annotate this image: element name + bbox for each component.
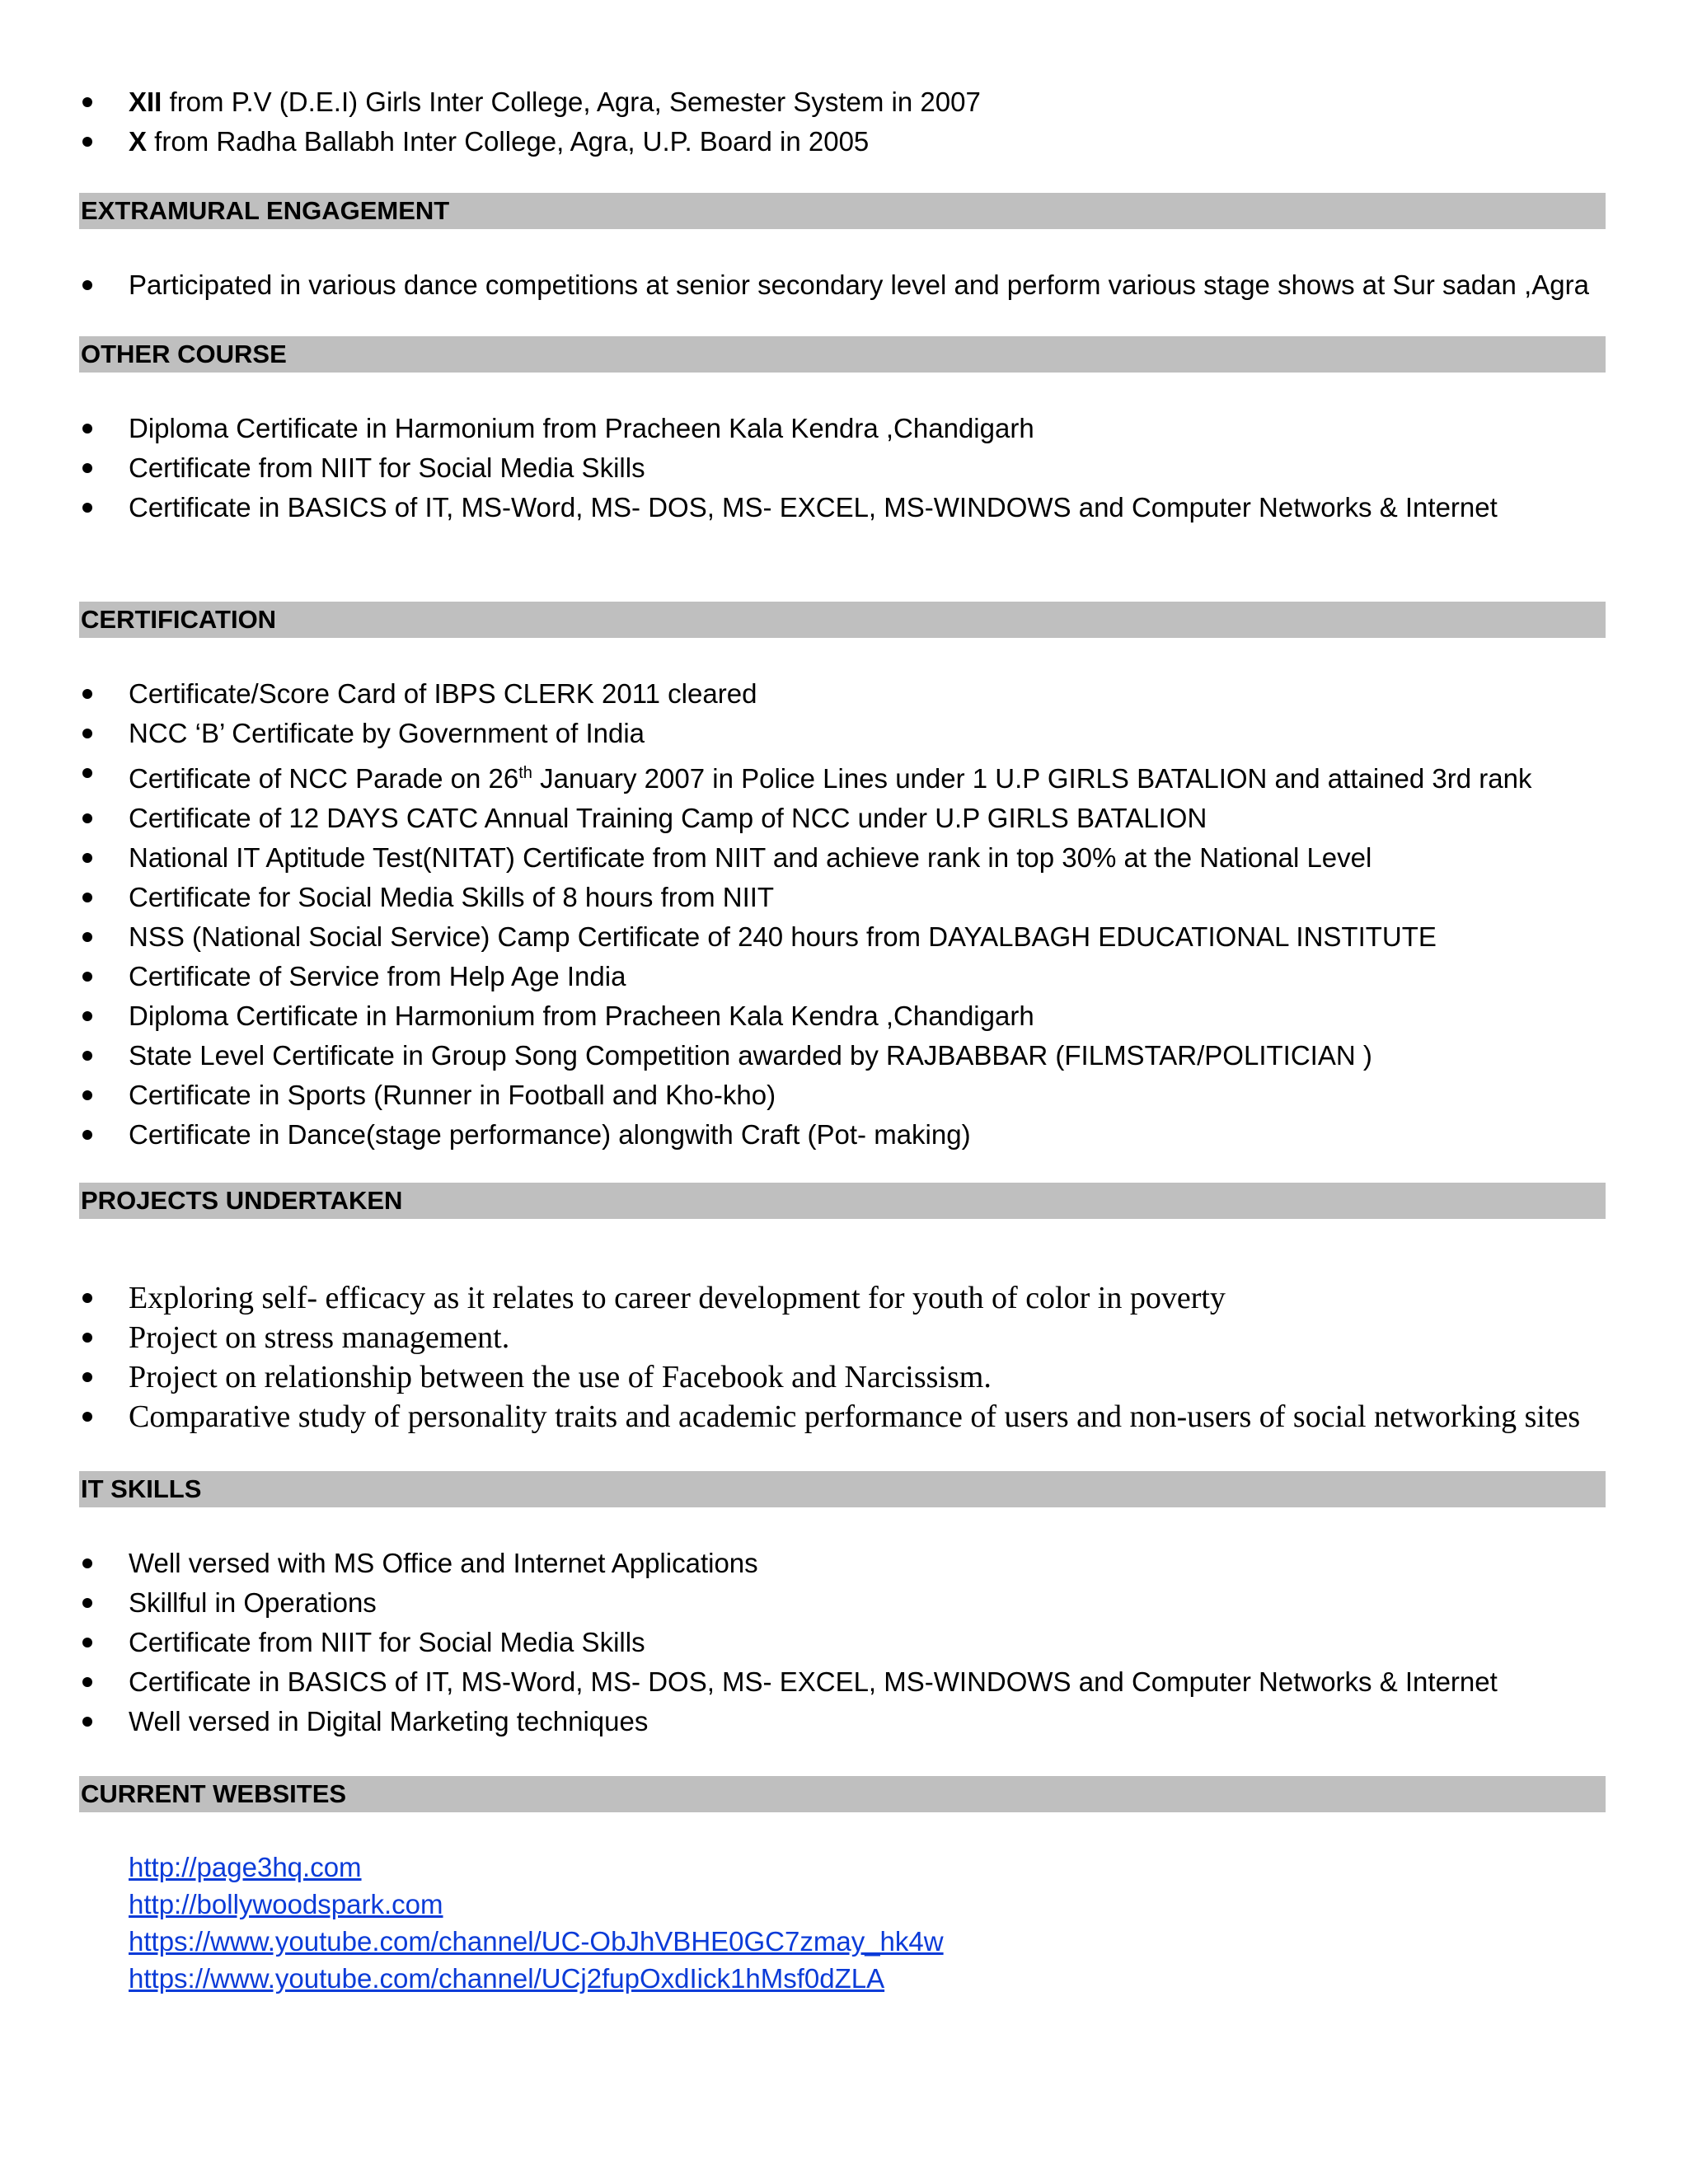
list-item: Diploma Certificate in Harmonium from Pracheen Kala Kendra ,Chandigarh: [79, 996, 1606, 1036]
list-item: NCC ‘B’ Certificate by Government of India: [79, 714, 1606, 753]
list-item: Exploring self- efficacy as it relates to career development for youth of color in poverty: [79, 1278, 1606, 1318]
other-course-list: [79, 409, 1606, 527]
websites-list: [79, 1849, 1606, 1997]
list-item: Certificate from NIIT for Social Media Skills: [79, 1623, 1606, 1662]
list-item: [79, 122, 1606, 162]
section-header-extramural: EXTRAMURAL ENGAGEMENT: [79, 193, 1606, 229]
list-item: Skillful in Operations: [79, 1583, 1606, 1623]
education-detail: from Radha Ballabh Inter College, Agra, U.P. Board in 2005: [147, 126, 870, 157]
list-item: National IT Aptitude Test(NITAT) Certificate from NIIT and achieve rank in top 30% at the National Level: [79, 838, 1606, 878]
list-item: Project on relationship between the use of Facebook and Narcissism.: [79, 1357, 1606, 1397]
list-item: Certificate in Sports (Runner in Football and Kho-kho): [79, 1076, 1606, 1115]
list-item: State Level Certificate in Group Song Competition awarded by RAJBABBAR (FILMSTAR/POLITICIAN ): [79, 1036, 1606, 1076]
resume-page: [79, 79, 1606, 1997]
section-header-certification: CERTIFICATION: [79, 602, 1606, 638]
list-item: Certificate of Service from Help Age India: [79, 957, 1606, 996]
parade-superscript: th: [518, 764, 532, 782]
section-header-other-course: OTHER COURSE: [79, 336, 1606, 373]
parade-text-end: January 2007 in Police Lines under 1 U.P GIRLS BATALION and attained 3rd rank: [532, 763, 1532, 794]
list-item: Certificate in BASICS of IT, MS-Word, MS- DOS, MS- EXCEL, MS-WINDOWS and Computer Networks & Internet: [79, 1662, 1606, 1702]
list-item: Project on stress management.: [79, 1318, 1606, 1357]
education-list: [79, 82, 1606, 162]
website-link[interactable]: https://www.youtube.com/channel/UCj2fupOxdIick1hMsf0dZLA: [129, 1963, 885, 1994]
extramural-list: [79, 265, 1606, 305]
list-item: NSS (National Social Service) Camp Certificate of 240 hours from DAYALBAGH EDUCATIONAL INSTITUTE: [79, 917, 1606, 957]
list-item: Comparative study of personality traits and academic performance of users and non-users of social networking sites: [79, 1397, 1606, 1436]
list-item: Participated in various dance competitions at senior secondary level and perform various stage shows at Sur sadan ,Agra: [79, 265, 1606, 305]
projects-list: [79, 1278, 1606, 1436]
list-item: Certificate from NIIT for Social Media Skills: [79, 448, 1606, 488]
certification-list: [79, 674, 1606, 1155]
list-item: Diploma Certificate in Harmonium from Pracheen Kala Kendra ,Chandigarh: [79, 409, 1606, 448]
it-skills-list: [79, 1544, 1606, 1741]
list-item: Certificate/Score Card of IBPS CLERK 2011 cleared: [79, 674, 1606, 714]
parade-text-start: Certificate of NCC Parade on 26: [129, 763, 519, 794]
education-detail: from P.V (D.E.I) Girls Inter College, Agra, Semester System in 2007: [162, 87, 981, 117]
website-link[interactable]: https://www.youtube.com/channel/UC-ObJhVBHE0GC7zmay_hk4w: [129, 1926, 944, 1957]
education-level: XII: [129, 87, 162, 117]
list-item: Certificate in BASICS of IT, MS-Word, MS- DOS, MS- EXCEL, MS-WINDOWS and Computer Networks & Internet: [79, 488, 1606, 527]
list-item: Certificate in Dance(stage performance) alongwith Craft (Pot- making): [79, 1115, 1606, 1155]
list-item: Certificate for Social Media Skills of 8 hours from NIIT: [79, 878, 1606, 917]
website-link[interactable]: http://bollywoodspark.com: [129, 1889, 443, 1919]
section-header-it-skills: IT SKILLS: [79, 1471, 1606, 1507]
list-item: Well versed with MS Office and Internet Applications: [79, 1544, 1606, 1583]
list-item: Certificate of 12 DAYS CATC Annual Training Camp of NCC under U.P GIRLS BATALION: [79, 799, 1606, 838]
website-link[interactable]: http://page3hq.com: [129, 1852, 362, 1882]
list-item: [79, 753, 1606, 799]
section-header-projects: PROJECTS UNDERTAKEN: [79, 1183, 1606, 1219]
list-item: Well versed in Digital Marketing techniques: [79, 1702, 1606, 1741]
list-item: [79, 82, 1606, 122]
education-level: X: [129, 126, 148, 157]
section-header-websites: CURRENT WEBSITES: [79, 1776, 1606, 1812]
